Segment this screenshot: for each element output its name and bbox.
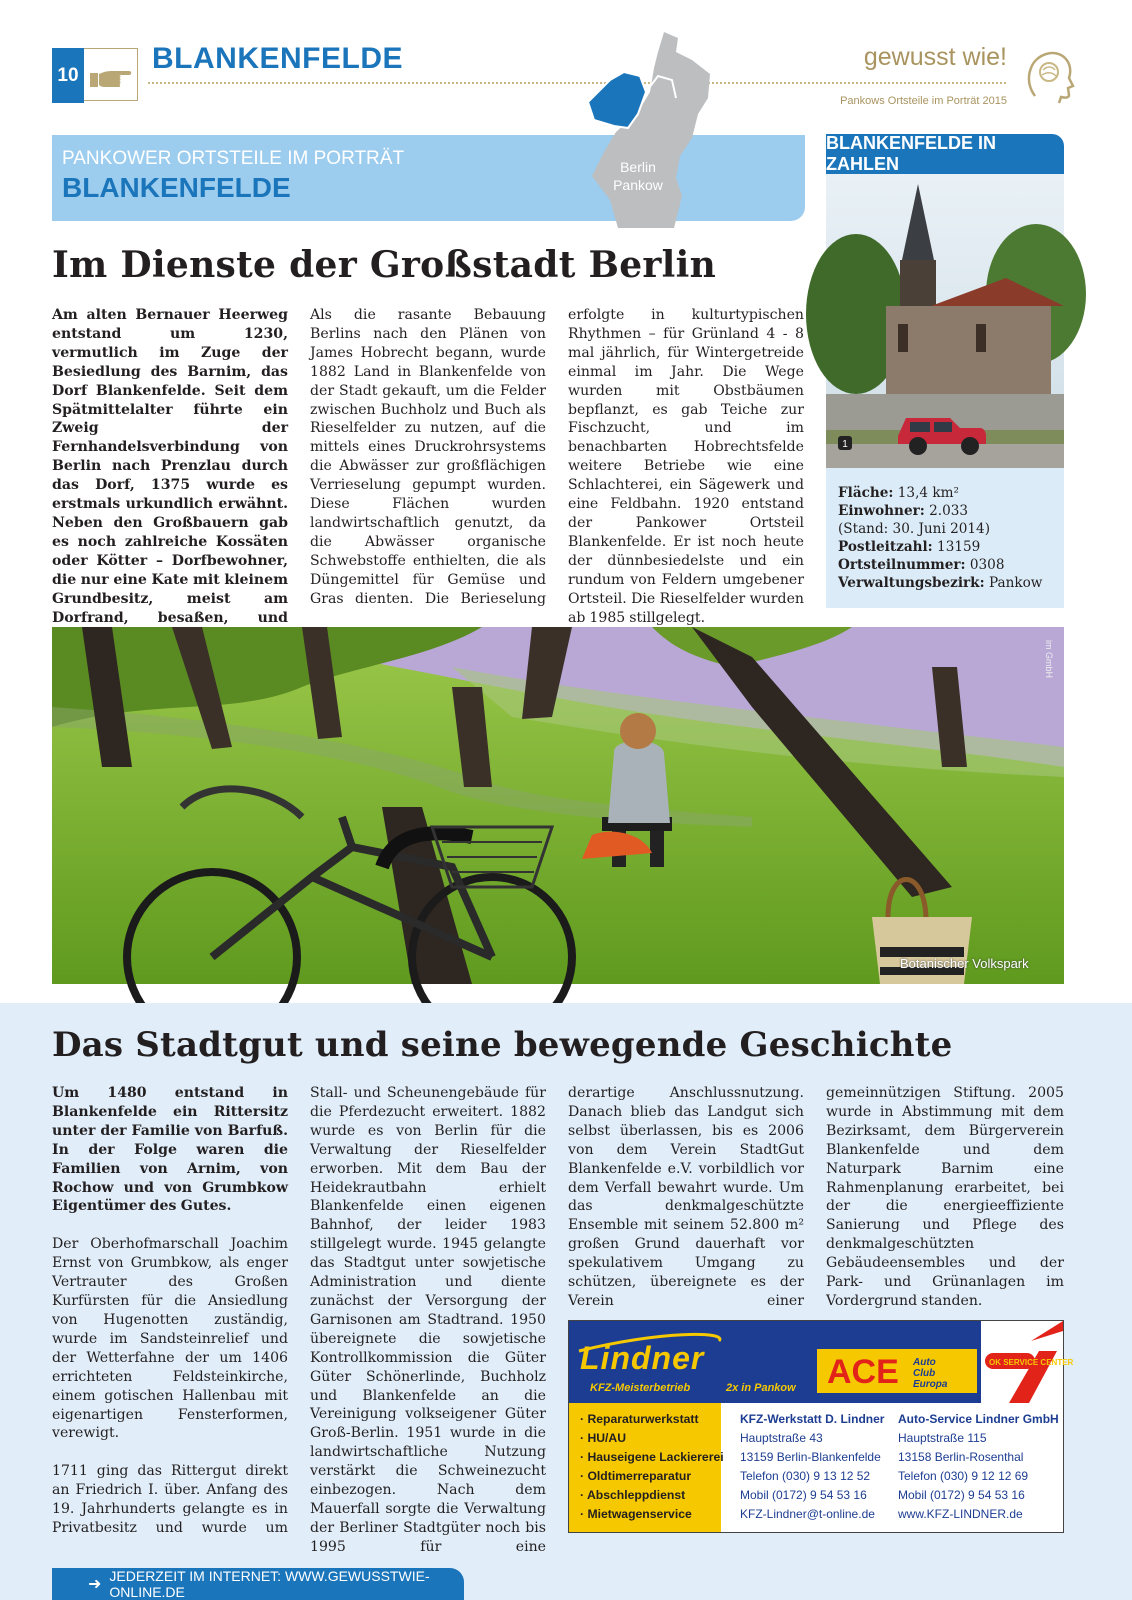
brand-subtitle: Pankows Ortsteile im Porträt 2015	[840, 95, 1007, 107]
page-number: 10	[52, 48, 84, 103]
map-label-pankow: Pankow	[613, 177, 663, 193]
service-item: · HU/AU	[580, 1431, 627, 1445]
ad-tagline: KFZ-Meisterbetrieb	[590, 1382, 691, 1394]
article-2-paragraph-2: Der Oberhofmarschall Joachim Ernst von Grumbkow, als enger Vertrauter des Großen Kurfürsten für die Ansiedlung von Hugenotten zuständig, wurde im Sandsteinrelief und der Wetterfahne der um 1406 errichteten Feldsteinkirche, einem gotischen Hallenbau mit eigenartigen Fensterformen, verewigt.	[52, 1236, 288, 1442]
footer-text: JEDERZEIT IM INTERNET: WWW.GEWUSSTWIE-ONLINE.DE	[109, 1568, 430, 1600]
facts-header: BLANKENFELDE IN ZAHLEN	[826, 134, 1064, 174]
brand-name: gewusst wie!	[863, 43, 1007, 71]
facts-panel	[826, 468, 1064, 608]
ad-tagline-2: 2x in Pankow	[726, 1382, 796, 1394]
ace-sub-3: Europa	[913, 1379, 948, 1390]
article-2-paragraph-3: 1711 ging das Rittergut direkt an Friedrich I. über. Anfang des 19. Jahrhunderts gelangte es in Privatbesitz und wurde um	[52, 1463, 288, 1537]
church-photo	[826, 174, 1064, 468]
park-photo	[52, 627, 1064, 984]
fact-district-number: Ortsteilnummer: 0308	[838, 557, 1005, 573]
pankow-district-map	[580, 28, 730, 237]
brain-head-icon	[1025, 46, 1075, 112]
fact-area: Fläche: 13,4 km²	[838, 485, 959, 501]
article-2-column-3: derartige Anschlussnutzung. Danach blieb das Landgut sich selbst überlassen, bis es 2006 von dem Verein StadtGut Blankenfelde e.V. vorbildlich vor dem Verfall bewahrt wurde. Um das denkmalgeschützte Ensemble mit seinem 52.800 m² großen Grund dauerhaft vor spekulativem Umgang zu schützen, übereignete es der Verein einer	[568, 1085, 804, 1309]
article-2-column-2: Stall- und Scheunengebäude für die Pferdezucht erweitert. 1882 wurde es von Berlin für die Verwaltung der Rieselfelder erworben. Mit dem Bau der Heidekrautbahn erhielt Blankenfelde einen eigenen Bahnhof, der leider 1983 stillgelegt wurde. 1945 gelangte das Stadtgut unter sowjetische Administration und diente zunächst der Versorgung der Garnisonen am Stadtrand. 1950 übereignete die sowjetische Kontrollkommission die Güter Güter Schönerlinde, Buchholz und Blankenfelde an die Vereinigung volkseigener Güter Groß-Berlin. 1951 wurde in die landwirtschaftliche Nutzung verstärkt die Schweinezucht einbezogen. Nach dem Mauerfall sorgte die Verwaltung der Berliner Stadtgüter noch bis 1995 für eine	[310, 1085, 546, 1555]
article-column-2: Als die rasante Bebauung Berlins nach den Plänen von James Hobrecht begann, wurde 1882 Land in Blankenfelde von der Stadt gekauft, um die Felder zwischen Buchholz und Buch als Rieselfelder zu nutzen, auf die mittels eines Druckrohrsystems die Abwässer zur großflächigen Verrieselung gepumpt wurden. Diese Flächen wurden landwirtschaftlich genutzt, da die Abwässer organische Schwebstoffe enthielten, die als Düngemittel für Gemüse und Gras dienten. Die Berieselung	[310, 307, 546, 607]
lindner-logo: Lindner	[580, 1340, 705, 1376]
ok-service-badge: OK SERVICE CENTER	[989, 1358, 1074, 1367]
service-item: · Hauseigene Lackiererei	[580, 1450, 724, 1464]
article-2-column-1	[52, 1084, 288, 1538]
pointing-hand-icon	[84, 48, 138, 101]
photo-number-badge: 1	[842, 439, 848, 450]
fact-postal-code: Postleitzahl: 13159	[838, 539, 981, 555]
ad-website-link[interactable]: www.KFZ-LINDNER.de	[898, 1507, 1023, 1521]
service-item: · Mietwagenservice	[580, 1507, 692, 1521]
article-2-lead: Um 1480 entstand in Blankenfelde ein Rittersitz unter der Familie von Barfuß. In der Folge waren die Familien von Arnim, von Rochow und von Grumbkow Eigentümer des Gutes.	[52, 1085, 288, 1215]
article-lead-column: Am alten Bernauer Heerweg entstand um 1230, vermutlich im Zuge der Besiedlung des Barnim, das Dorf Blankenfelde. Seit dem Spätmittelalter führte ein Zweig der Fernhandelsverbindung von Berlin nach Prenzlau durch das Dorf, 1375 wurde es erstmals urkundlich erwähnt. Neben den Großbauern gab es noch zahlreiche Kossäten oder Kötter – Dorfbewohner, die nur eine Kate mit kleinem Grundbesitz, meist am Dorfrand, besaßen, und	[52, 307, 288, 626]
map-label-berlin: Berlin	[620, 159, 656, 175]
ace-logo: ACE	[827, 1353, 899, 1391]
ace-sub-1: Auto	[913, 1357, 936, 1368]
article-2-headline: Das Stadtgut und seine bewegende Geschichte	[52, 1025, 953, 1065]
ace-sub-2: Club	[913, 1368, 936, 1379]
fact-population-date: (Stand: 30. Juni 2014)	[838, 521, 991, 537]
banner-title: BLANKENFELDE	[62, 172, 291, 203]
article-2-column-4: gemeinnützigen Stiftung. 2005 wurde in Abstimmung mit dem Bezirksamt, dem Bürgerverein Blankenfelde und dem Naturpark Barnim eine Rahmenplanung erarbeitet, bei der die energieeffiziente Sanierung und Pflege des denkmalgeschützten Gebäudeensembles und der Park- und Grünanlagen im Vordergrund standen.	[826, 1085, 1064, 1309]
photo-credit: im GmbH	[1044, 640, 1054, 678]
banner-kicker: PANKOWER ORTSTEILE IM PORTRÄT	[62, 148, 405, 169]
service-item: · Abschleppdienst	[580, 1488, 686, 1502]
photo-caption: Botanischer Volkspark	[900, 956, 1029, 971]
service-item: · Oldtimerreparatur	[580, 1469, 692, 1483]
service-item: · Reparaturwerkstatt	[580, 1412, 699, 1426]
section-title: BLANKENFELDE	[152, 42, 403, 75]
fact-borough: Verwaltungsbezirk: Pankow	[838, 575, 1043, 591]
ad-email-link[interactable]: KFZ-Lindner@t-online.de	[740, 1507, 875, 1521]
header-divider	[148, 82, 1006, 84]
article-column-3: erfolgte in kulturtypischen Rhythmen – für Grünland 4 - 8 mal jährlich, für Wintergetreide einmal im Jahr. Die Wege wurden mit Obstbäumen bepflanzt, es gab Teiche zur Fischzucht, und im benachbarten Hobrechtsfelde weitere Betriebe wie eine Schlachterei, ein Sägewerk und eine Feldbahn. 1920 entstand der Pankower Ortsteil Blankenfelde. Er ist noch heute der dünnbesiedelste und ein rundum von Feldern umgebener Ortsteil. Die Rieselfelder wurden ab 1985 stillgelegt.	[568, 307, 804, 626]
article-headline: Im Dienste der Großstadt Berlin	[52, 244, 717, 286]
arrow-right-icon: ➜	[88, 1576, 102, 1593]
ad-services-list	[580, 1410, 724, 1524]
ad-location-blankenfelde: KFZ-Werkstatt D. Lindner Hauptstraße 43 13159 Berlin-Blankenfelde Telefon (030) 9 13 12 52 Mobil (0172) 9 54 53 16 KFZ-Lindner@t-online.de	[740, 1410, 884, 1524]
ad-location-rosenthal: Auto-Service Lindner GmbH Hauptstraße 115 13158 Berlin-Rosenthal Telefon (030) 9 12 12 69 Mobil (0172) 9 54 53 16 www.KFZ-LINDNER.de	[898, 1410, 1059, 1524]
footer-web-banner[interactable]	[52, 1568, 464, 1600]
fact-population: Einwohner: 2.033	[838, 503, 969, 519]
